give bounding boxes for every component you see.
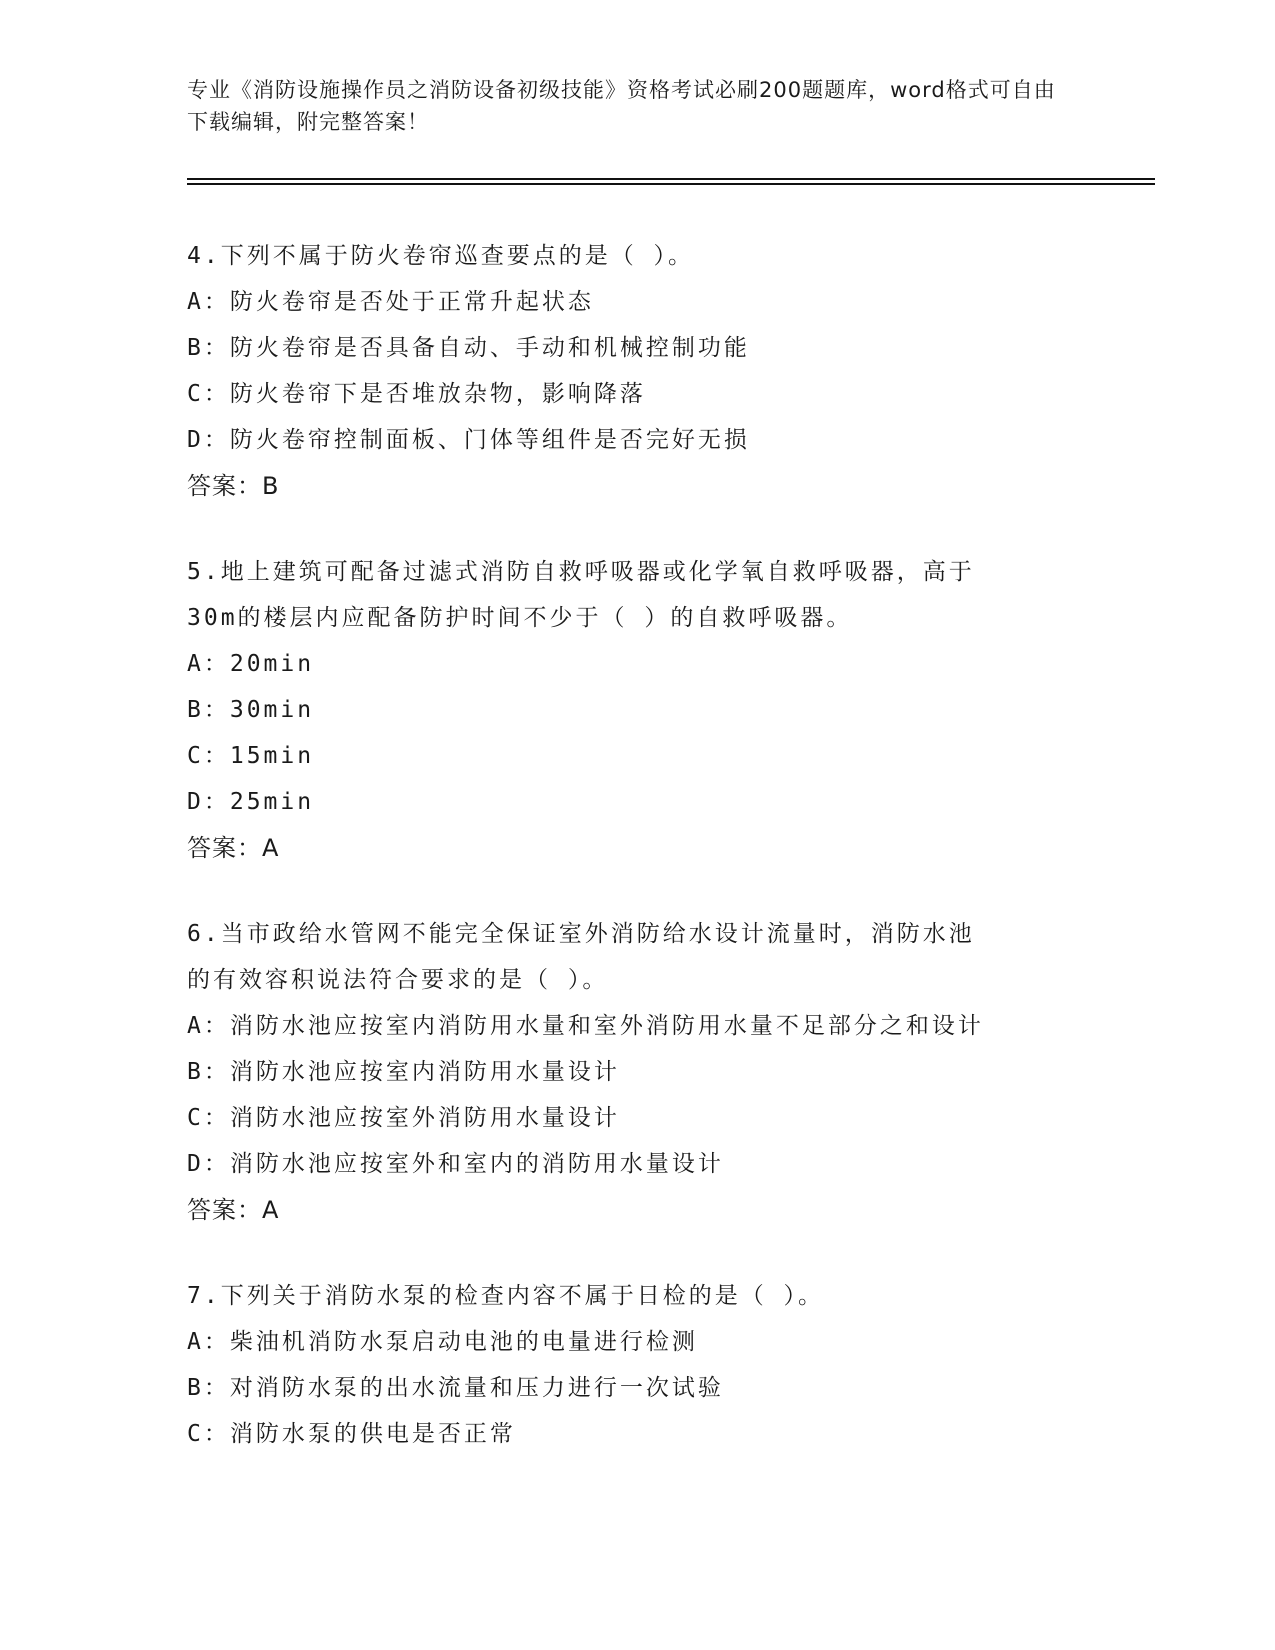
question-stem xyxy=(187,1273,1087,1319)
option-a: A：柴油机消防水泵启动电池的电量进行检测 xyxy=(187,1329,698,1355)
question-4 xyxy=(187,233,1087,509)
header-rule-bottom xyxy=(187,183,1155,185)
option-c: C：消防水泵的供电是否正常 xyxy=(187,1421,516,1447)
question-7 xyxy=(187,1273,1087,1457)
option-a: A：防火卷帘是否处于正常升起状态 xyxy=(187,289,594,315)
option-a: A：消防水池应按室内消防用水量和室外消防用水量不足部分之和设计 xyxy=(187,1013,984,1039)
question-stem xyxy=(187,911,1087,1003)
option-c: C：消防水池应按室外消防用水量设计 xyxy=(187,1105,620,1131)
question-5 xyxy=(187,549,1087,871)
question-stem xyxy=(187,233,1087,279)
option-c: C：防火卷帘下是否堆放杂物，影响降落 xyxy=(187,381,646,407)
option-d: D：防火卷帘控制面板、门体等组件是否完好无损 xyxy=(187,427,750,453)
question-stem-line: 30m的楼层内应配备防护时间不少于（ ）的自救呼吸器。 xyxy=(187,605,853,631)
option-d: D：消防水池应按室外和室内的消防用水量设计 xyxy=(187,1151,724,1177)
question-list xyxy=(187,233,1087,1497)
answer: 答案：A xyxy=(187,834,280,862)
option-a: A：20min xyxy=(187,651,315,677)
question-stem-line: 5.地上建筑可配备过滤式消防自救呼吸器或化学氧自救呼吸器，高于 xyxy=(187,559,975,585)
question-stem-line: 6.当市政给水管网不能完全保证室外消防给水设计流量时，消防水池 xyxy=(187,921,975,947)
option-b: B：30min xyxy=(187,697,315,723)
answer: 答案：A xyxy=(187,1196,280,1224)
question-stem xyxy=(187,549,1087,641)
question-stem-line: 4.下列不属于防火卷帘巡查要点的是（ ）。 xyxy=(187,243,695,269)
answer: 答案：B xyxy=(187,472,280,500)
option-d: D：25min xyxy=(187,789,315,815)
option-b: B：消防水池应按室内消防用水量设计 xyxy=(187,1059,620,1085)
question-stem-line: 7.下列关于消防水泵的检查内容不属于日检的是（ ）。 xyxy=(187,1283,825,1309)
option-b: B：对消防水泵的出水流量和压力进行一次试验 xyxy=(187,1375,724,1401)
header-rule-top xyxy=(187,178,1155,180)
question-6 xyxy=(187,911,1087,1233)
question-stem-line: 的有效容积说法符合要求的是（ ）。 xyxy=(187,967,609,993)
document-header: 专业《消防设施操作员之消防设备初级技能》资格考试必刷200题题库，word格式可自由下载编辑，附完整答案！ xyxy=(187,78,1056,134)
option-b: B：防火卷帘是否具备自动、手动和机械控制功能 xyxy=(187,335,750,361)
option-c: C：15min xyxy=(187,743,315,769)
